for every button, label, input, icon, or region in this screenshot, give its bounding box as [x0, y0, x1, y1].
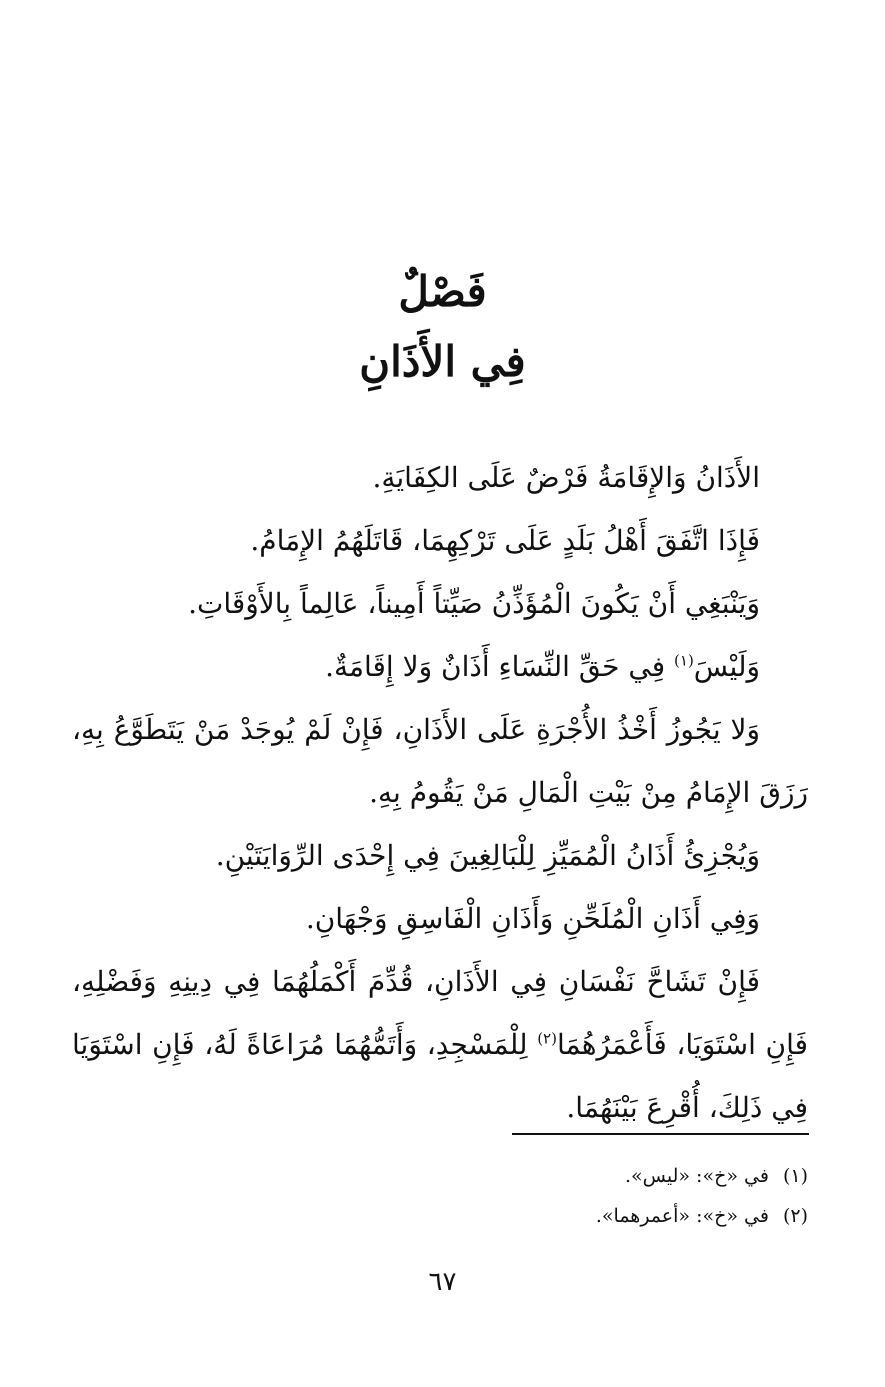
footnote: [72, 1156, 808, 1196]
footnote-divider: [512, 1133, 809, 1135]
footnote-number: (٢): [782, 1205, 808, 1227]
paragraph-text: وَلا يَجُوزُ أَخْذُ الأُجْرَةِ عَلَى الأَذَانِ، فَإِنْ لَمْ يُوجَدْ مَنْ يَتَطَوَّعُ بِهِ، رَزَقَ الإِمَامُ مِنْ بَيْتِ الْمَالِ مَنْ يَقُومُ بِهِ.: [72, 713, 808, 809]
footnote-number: (١): [782, 1165, 808, 1187]
chapter-subtitle: فِي الأَذَانِ: [359, 337, 526, 386]
paragraph: [72, 824, 808, 887]
footnote-text: في «خ»: «أعمرهما».: [595, 1205, 769, 1227]
paragraph: [72, 572, 808, 635]
paragraph-text: لِلْمَسْجِدِ، وَأَتَمُّهُمَا مُرَاعَاةً لَهُ، فَإِنِ اسْتَوَيَا فِي ذَلِكَ، أُقْرِعَ بَيْنَهُمَا.: [72, 1028, 808, 1124]
paragraph: [72, 509, 808, 572]
footnotes: [72, 1156, 808, 1236]
paragraph-text: فَإِنْ تَشَاحَّ نَفْسَانِ فِي الأَذَانِ، قُدِّمَ أَكْمَلُهُمَا فِي دِينِهِ وَفَضْلِهِ، فَإِنِ اسْتَوَيَا، فَأَعْمَرُهُمَا: [72, 965, 808, 1061]
paragraph: [72, 446, 808, 509]
paragraph: [72, 950, 808, 1139]
paragraph: [72, 698, 808, 824]
page-number: ٦٧: [428, 1267, 457, 1297]
main-text: [72, 446, 808, 1139]
paragraph-text: فَإِذَا اتَّفَقَ أَهْلُ بَلَدٍ عَلَى تَرْكِهِمَا، قَاتَلَهُمُ الإِمَامُ.: [250, 524, 760, 557]
paragraph: [72, 635, 808, 698]
paragraph: [72, 887, 808, 950]
paragraph-text: وَلَيْسَ: [693, 650, 760, 683]
footnote-ref: (١): [674, 651, 694, 670]
footnote: [72, 1196, 808, 1236]
footnote-text: في «خ»: «ليس».: [624, 1165, 769, 1187]
chapter-title: فَصْلٌ: [398, 267, 487, 316]
paragraph-text: فِي حَقِّ النِّسَاءِ أَذَانٌ وَلا إِقَامَةٌ.: [325, 650, 675, 683]
footnote-ref: (٢): [537, 1029, 557, 1048]
paragraph-text: الأَذَانُ وَالإِقَامَةُ فَرْضٌ عَلَى الكِفَايَةِ.: [372, 461, 760, 494]
paragraph-text: وَيَنْبَغِي أَنْ يَكُونَ الْمُؤَذِّنُ صَيِّتاً أَمِيناً، عَالِماً بِالأَوْقَاتِ.: [188, 587, 760, 620]
paragraph-text: وَيُجْزِئُ أَذَانُ الْمُمَيِّزِ لِلْبَالِغِينَ فِي إِحْدَى الرِّوَايَتَيْنِ.: [215, 839, 760, 872]
paragraph-text: وَفِي أَذَانِ الْمُلَحِّنِ وَأَذَانِ الْفَاسِقِ وَجْهَانِ.: [305, 902, 760, 935]
